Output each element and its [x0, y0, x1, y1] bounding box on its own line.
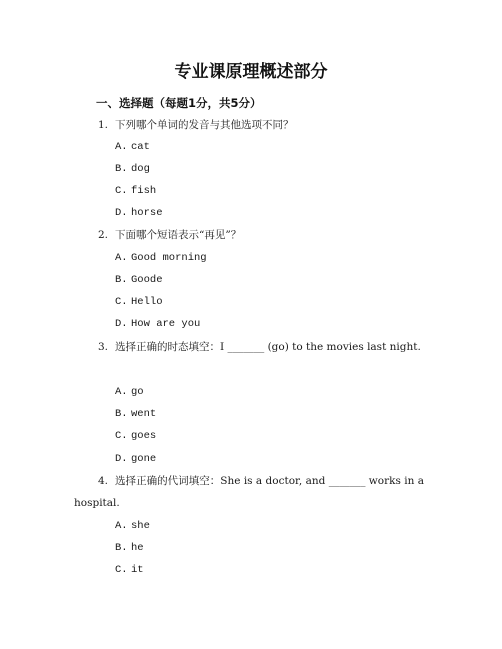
question-3 [74, 336, 424, 358]
section-heading: 一、选择题（每题1分，共5分） [96, 96, 262, 110]
option-letter: D. [115, 318, 128, 330]
option-2d [115, 313, 200, 335]
option-letter: A. [115, 386, 128, 398]
option-3d [115, 448, 156, 470]
option-1c [115, 180, 156, 202]
option-1a [115, 136, 150, 158]
option-4a [115, 515, 150, 537]
option-text: goes [131, 430, 157, 442]
option-text: go [131, 386, 144, 398]
option-text: How are you [131, 318, 201, 330]
option-text: she [131, 520, 150, 532]
option-letter: A. [115, 141, 128, 153]
option-letter: A. [115, 252, 128, 264]
option-text: dog [131, 163, 150, 175]
question-number: 4. [98, 475, 109, 487]
option-2b [115, 269, 163, 291]
option-text: Good morning [131, 252, 207, 264]
option-3a [115, 381, 144, 403]
option-letter: C. [115, 185, 128, 197]
question-4 [74, 470, 424, 514]
question-1 [98, 114, 294, 136]
option-2c [115, 291, 163, 313]
option-text: horse [131, 207, 163, 219]
option-1d [115, 202, 163, 224]
question-2 [98, 224, 241, 246]
question-number: 2. [98, 229, 109, 241]
option-letter: C. [115, 296, 128, 308]
option-letter: B. [115, 408, 128, 420]
option-letter: B. [115, 274, 128, 286]
option-text: went [131, 408, 157, 420]
option-text: fish [131, 185, 157, 197]
option-letter: A. [115, 520, 128, 532]
option-text: Goode [131, 274, 163, 286]
question-text: 下面哪个短语表示“再见”？ [115, 229, 242, 241]
option-3b [115, 403, 156, 425]
question-number: 1. [98, 119, 109, 131]
option-letter: C. [115, 430, 128, 442]
option-text: gone [131, 453, 157, 465]
page-title: 专业课原理概述部分 [174, 62, 328, 82]
option-4b [115, 537, 144, 559]
option-4c [115, 559, 144, 581]
question-text: 选择正确的代词填空：She is a doctor, and _______ works in a hospital. [74, 475, 424, 509]
question-text: 下列哪个单词的发音与其他选项不同？ [115, 119, 294, 131]
question-text: 选择正确的时态填空：I _______ (go) to the movies last night. [115, 341, 421, 353]
option-letter: D. [115, 207, 128, 219]
option-2a [115, 247, 207, 269]
option-3c [115, 425, 156, 447]
question-number: 3. [98, 341, 109, 353]
option-letter: B. [115, 542, 128, 554]
option-text: it [131, 564, 144, 576]
option-1b [115, 158, 150, 180]
option-text: cat [131, 141, 150, 153]
option-letter: B. [115, 163, 128, 175]
option-letter: D. [115, 453, 128, 465]
option-text: he [131, 542, 144, 554]
option-letter: C. [115, 564, 128, 576]
option-text: Hello [131, 296, 163, 308]
